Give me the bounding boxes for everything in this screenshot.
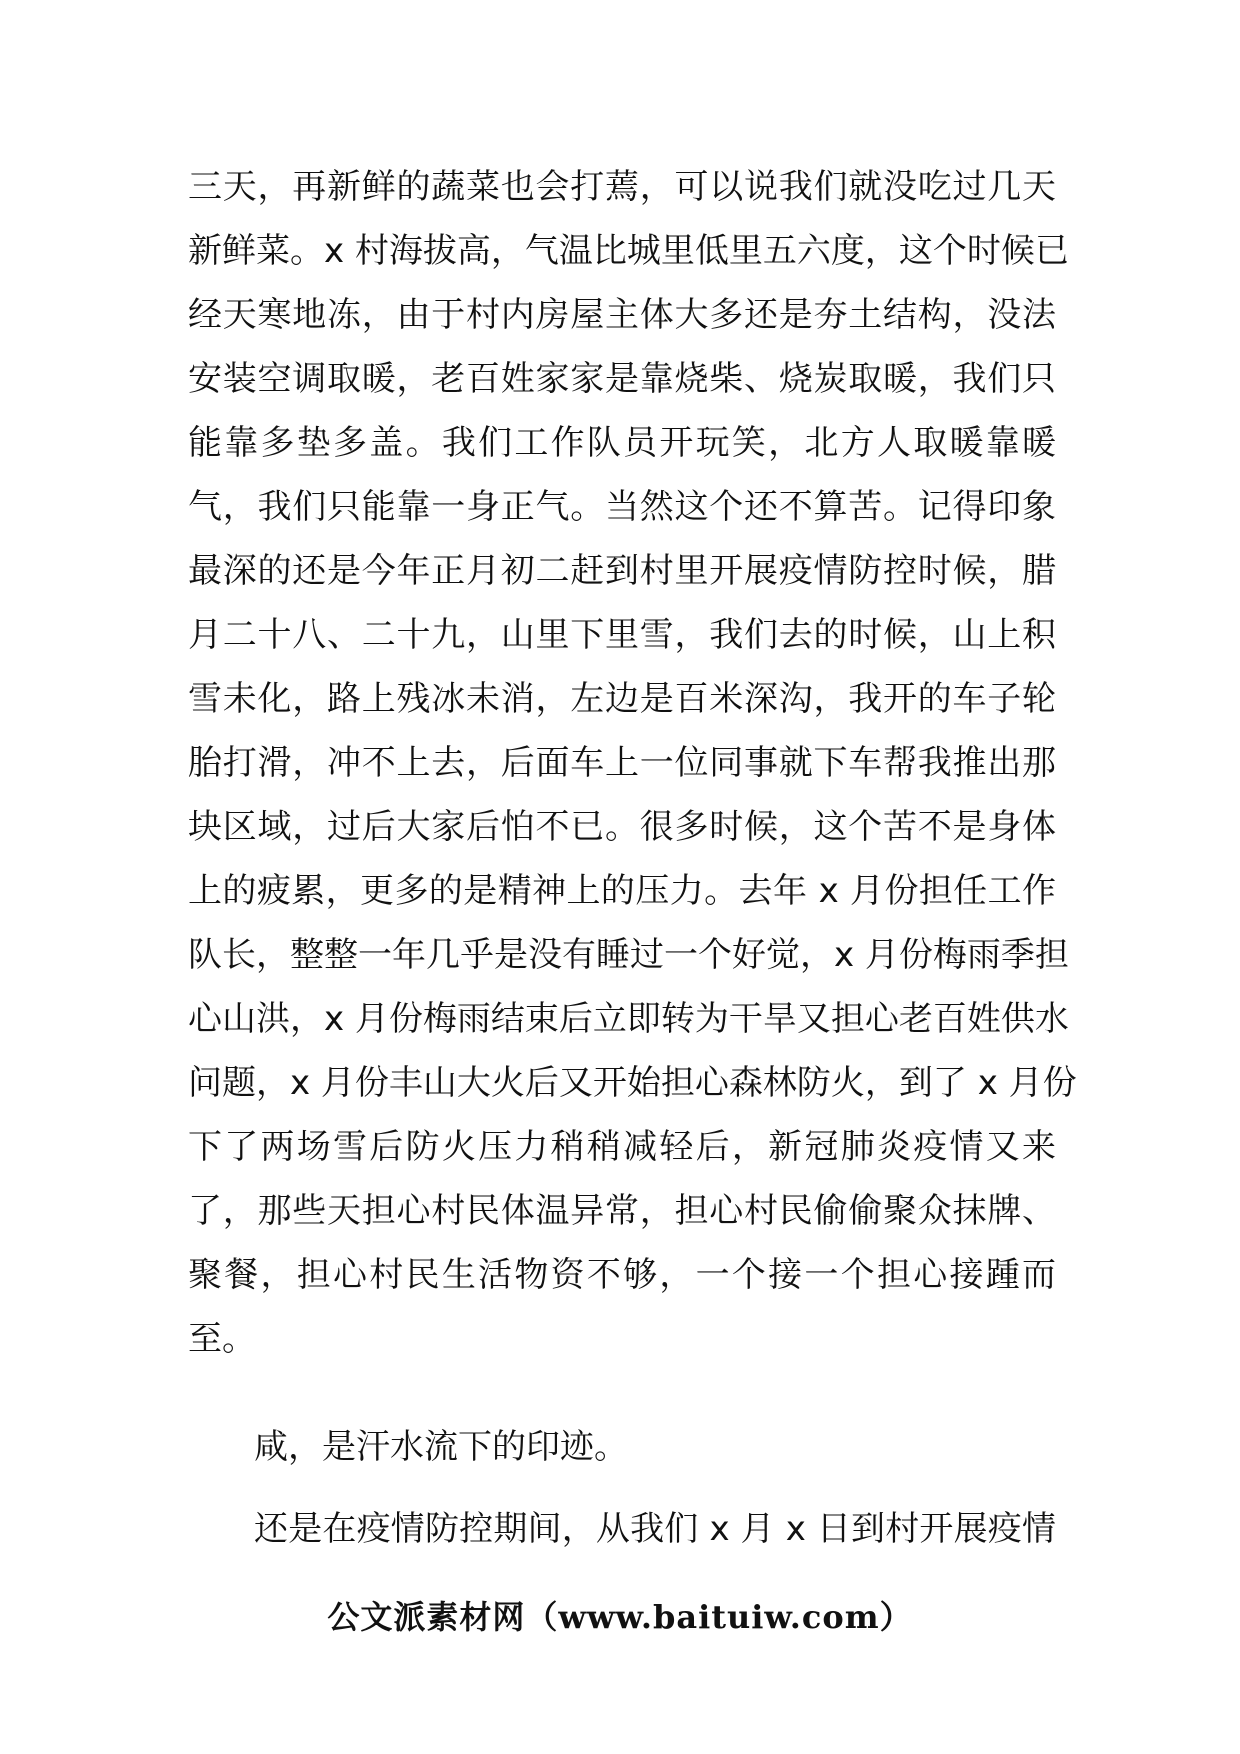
- body-paragraph: [188, 155, 1077, 1371]
- text-line: 最深的还是今年正月初二赶到村里开展疫情防控时候，腊: [188, 551, 1056, 591]
- text-line: 经天寒地冻，由于村内房屋主体大多还是夯土结构，没法: [188, 295, 1056, 335]
- text-line: 块区域，过后大家后怕不已。很多时候，这个苦不是身体: [188, 807, 1056, 847]
- text-line: 气，我们只能靠一身正气。当然这个还不算苦。记得印象: [188, 487, 1056, 527]
- text-line: 能靠多垫多盖。我们工作队员开玩笑，北方人取暖靠暖: [188, 423, 1056, 463]
- footer-watermark: 公文派素材网（www.baituiw.com）: [327, 1598, 913, 1636]
- text-line: 三天，再新鲜的蔬菜也会打蔫，可以说我们就没吃过几天: [188, 167, 1056, 207]
- text-line: 下了两场雪后防火压力稍稍减轻后，新冠肺炎疫情又来: [188, 1127, 1056, 1167]
- text-line: 问题，x 月份丰山大火后又开始担心森林防火，到了 x 月份: [188, 1063, 1077, 1103]
- text-line: 胎打滑，冲不上去，后面车上一位同事就下车帮我推出那: [188, 743, 1056, 783]
- paragraph-heading: 咸，是汗水流下的印迹。: [254, 1427, 628, 1467]
- text-line: 新鲜菜。x 村海拔高，气温比城里低里五六度，这个时候已: [188, 231, 1069, 271]
- text-line: 月二十八、二十九，山里下里雪，我们去的时候，山上积: [188, 615, 1056, 655]
- text-line: 聚餐，担心村民生活物资不够，一个接一个担心接踵而: [188, 1255, 1056, 1295]
- text-line: 上的疲累，更多的是精神上的压力。去年 x 月份担任工作: [188, 871, 1056, 911]
- text-line: 雪未化，路上残冰未消，左边是百米深沟，我开的车子轮: [188, 679, 1056, 719]
- paragraph-start: 还是在疫情防控期间，从我们 x 月 x 日到村开展疫情: [254, 1509, 1056, 1549]
- text-line: 心山洪，x 月份梅雨结束后立即转为干旱又担心老百姓供水: [188, 999, 1069, 1039]
- text-line: 队长，整整一年几乎是没有睡过一个好觉，x 月份梅雨季担: [188, 935, 1069, 975]
- text-line: 安装空调取暖，老百姓家家是靠烧柴、烧炭取暖，我们只: [188, 359, 1056, 399]
- text-line: 至。: [188, 1319, 256, 1359]
- text-line: 了，那些天担心村民体温异常，担心村民偷偷聚众抹牌、: [188, 1191, 1056, 1231]
